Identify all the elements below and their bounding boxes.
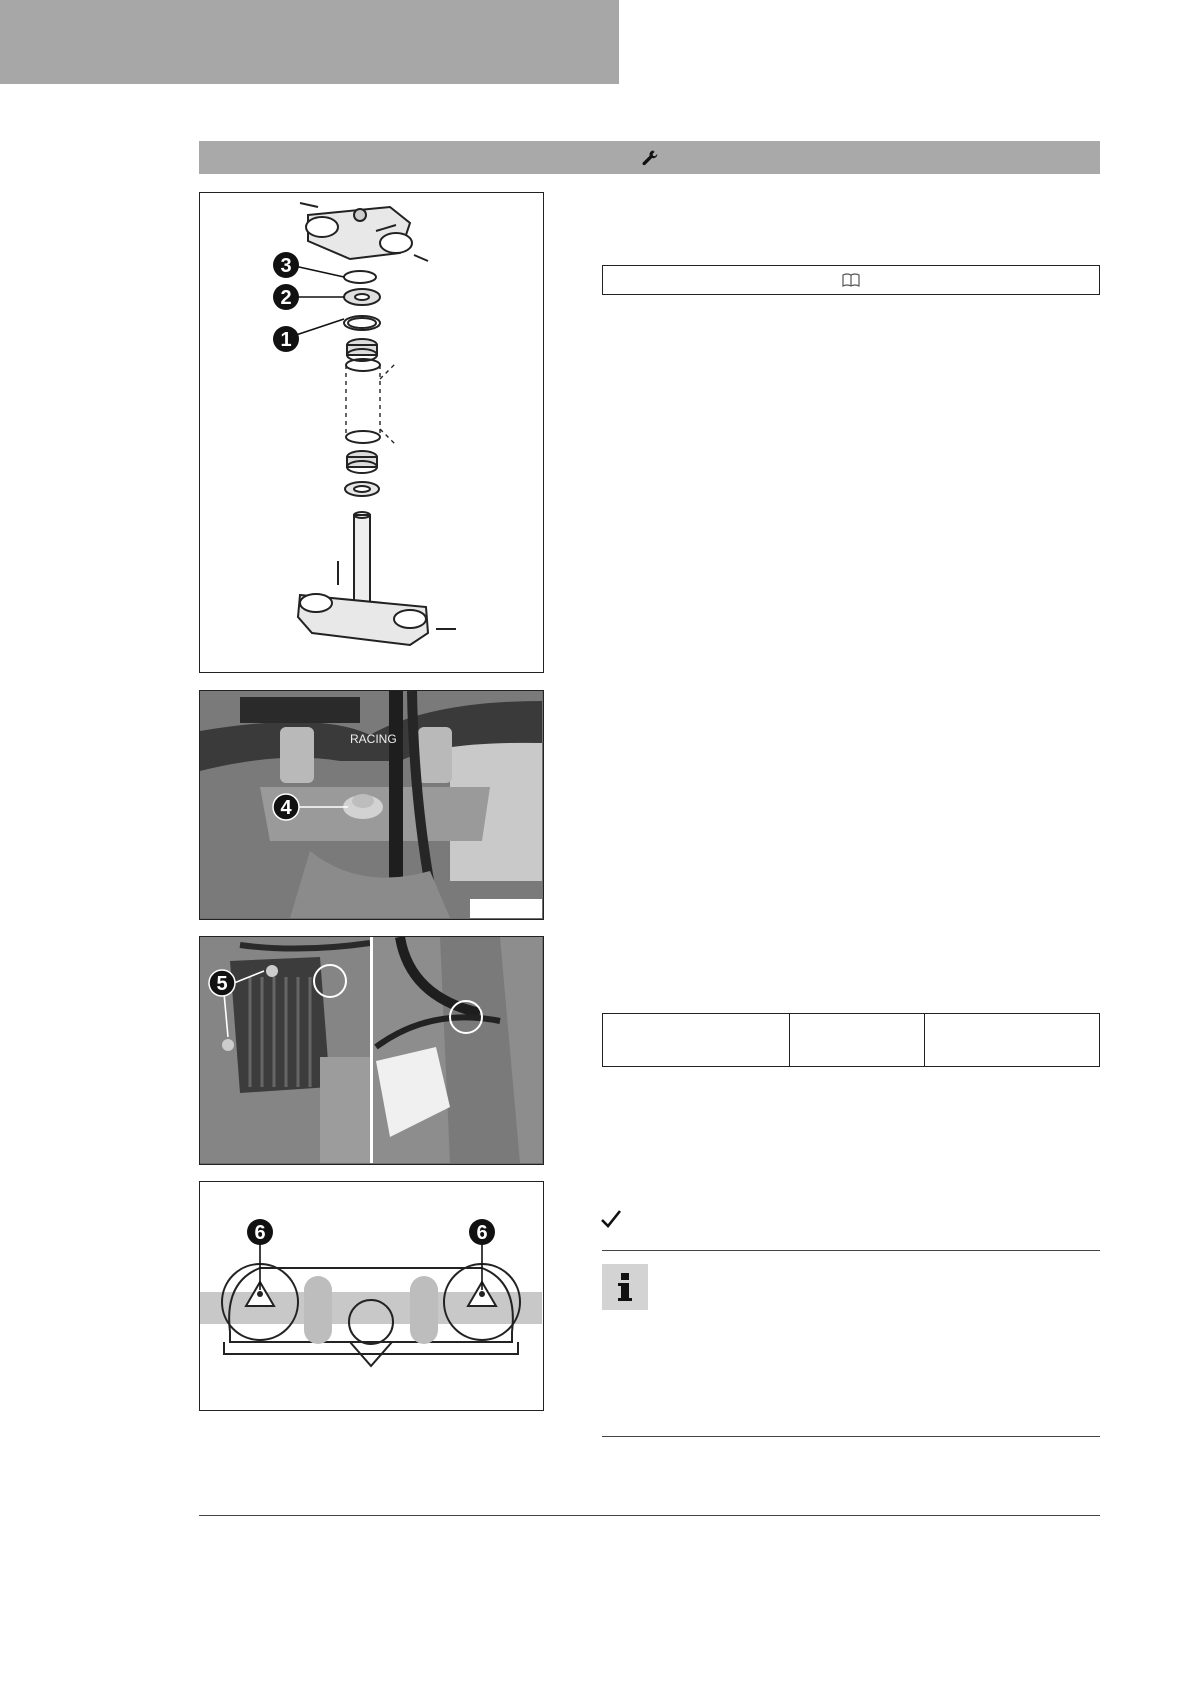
callout-2: 2 <box>280 287 292 309</box>
divider <box>602 1250 1100 1251</box>
figure-handlebar-photo <box>199 690 544 920</box>
spec-table-cell <box>790 1014 925 1066</box>
handlebar-logo-text: RACING <box>350 732 397 746</box>
info-icon <box>602 1264 648 1310</box>
callout-6-left: 6 <box>254 1222 266 1244</box>
spec-table <box>602 1013 1100 1067</box>
figure-regulator-cable-photos <box>199 936 544 1165</box>
figure-steering-stem-exploded <box>199 192 544 673</box>
wrench-icon <box>641 149 659 167</box>
spec-table-cell <box>925 1014 1099 1066</box>
reference-box <box>602 265 1100 295</box>
checkmark-icon <box>600 1208 622 1230</box>
figure-triple-clamp-top-view <box>199 1181 544 1411</box>
callout-4: 4 <box>280 797 292 819</box>
spec-table-cell <box>603 1014 790 1066</box>
book-icon <box>842 273 860 287</box>
callout-6-right: 6 <box>476 1222 488 1244</box>
section-heading-bar <box>199 141 1100 174</box>
callout-3: 3 <box>280 255 292 277</box>
footer-rule <box>199 1515 1100 1516</box>
divider <box>602 1436 1100 1437</box>
callout-1: 1 <box>280 329 292 351</box>
callout-5: 5 <box>216 973 228 995</box>
page-header-bar <box>0 0 619 84</box>
